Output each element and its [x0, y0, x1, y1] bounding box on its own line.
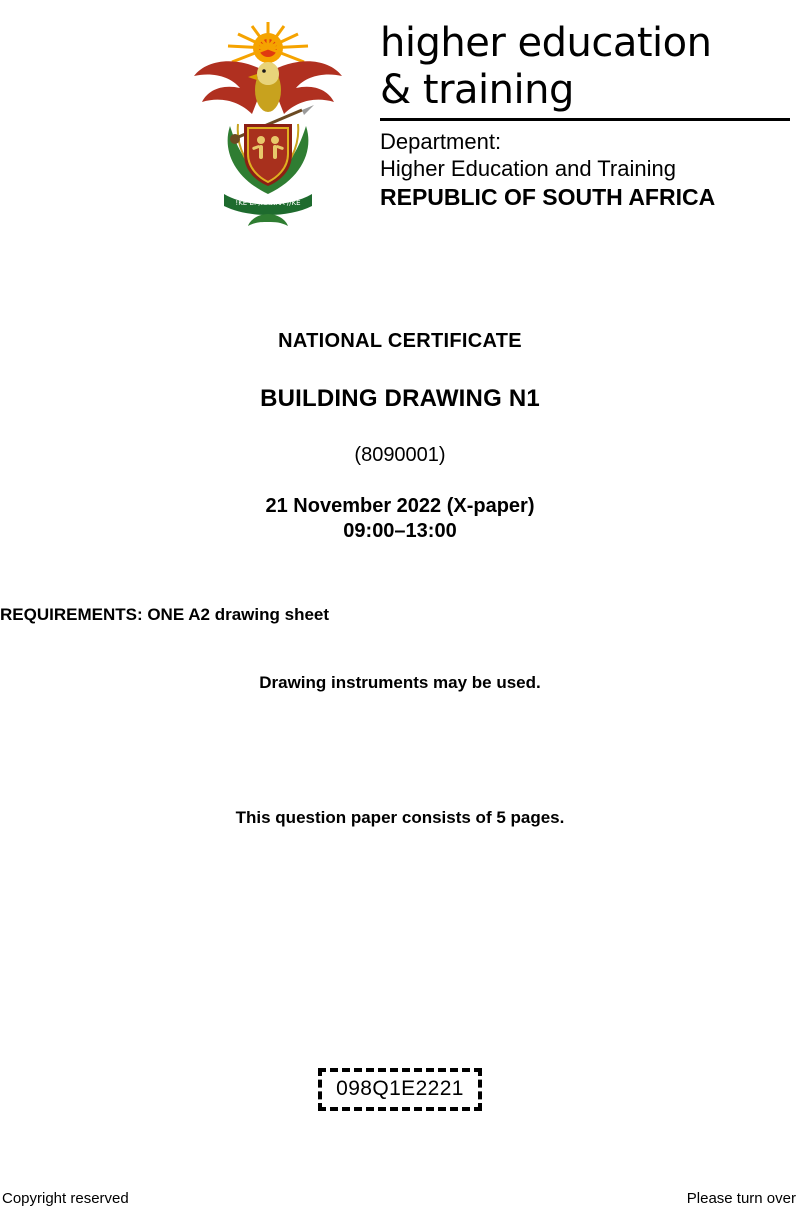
exam-time: 09:00–13:00 [343, 520, 457, 542]
department-name: Higher Education and Training [380, 156, 676, 181]
department-label: Department: [380, 129, 502, 154]
exam-cover-content [0, 330, 800, 827]
certificate-title: NATIONAL CERTIFICATE [278, 330, 522, 352]
department-wordmark [380, 20, 792, 212]
subject-title: BUILDING DRAWING N1 [260, 385, 540, 412]
wordmark-divider [380, 118, 790, 121]
page-count-note: This question paper consists of 5 pages. [235, 808, 565, 827]
country-name: REPUBLIC OF SOUTH AFRICA [380, 184, 716, 210]
wordmark-line-1: higher education [380, 20, 712, 66]
reference-code: 098Q1E2221 [318, 1068, 482, 1111]
copyright-note: Copyright reserved [2, 1190, 129, 1207]
letterhead [0, 10, 800, 240]
wordmark-line-2: & training [380, 67, 574, 113]
svg-text:!KE E: /XARRA //KE: !KE E: /XARRA //KE [235, 199, 301, 207]
subject-code: (8090001) [354, 444, 446, 466]
coat-of-arms-icon [178, 18, 358, 233]
turn-over-note: Please turn over [686, 1190, 796, 1207]
exam-date: 21 November 2022 (X-paper) [265, 495, 535, 517]
requirements-note: REQUIREMENTS: ONE A2 drawing sheet [0, 605, 330, 624]
reference-code-container [0, 1068, 800, 1111]
instruments-note: Drawing instruments may be used. [259, 673, 541, 692]
page-footer [0, 1190, 800, 1210]
